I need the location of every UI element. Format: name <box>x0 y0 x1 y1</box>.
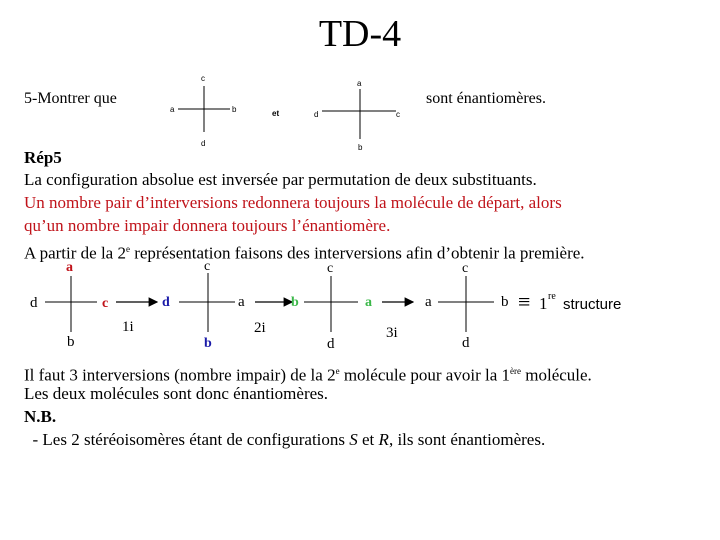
answer-line-2: Un nombre pair d’interversions redonnera toujours la molécule de départ, alors <box>24 193 562 212</box>
s3-bottom: d <box>327 336 335 352</box>
answer-line-1: La configuration absolue est inversée par permutation de deux substituants. <box>24 170 537 189</box>
step-1-label: 1i <box>122 319 134 335</box>
nb-note: - Les 2 stéréoisomères étant de configurations S et R, ils sont énantiomères. <box>24 430 546 449</box>
page-title: TD-4 <box>318 13 402 55</box>
scheme-molecule-3 <box>304 276 358 332</box>
s2-right: a <box>238 294 245 310</box>
equivalence-number: 1 <box>539 294 548 313</box>
s3-left: b <box>291 295 299 310</box>
s4-right: b <box>501 294 509 310</box>
m1-bottom: d <box>201 139 206 148</box>
s1-bottom: b <box>67 334 75 350</box>
s2-top: c <box>204 259 211 274</box>
scheme-molecule-2 <box>179 273 235 332</box>
s1-right: c <box>102 296 109 311</box>
m1-top: c <box>201 74 205 83</box>
step-3-label: 3i <box>386 325 398 341</box>
conclusion-line-2: Les deux molécules sont donc énantiomères. <box>24 384 329 403</box>
m1-right: b <box>232 105 237 114</box>
answer-heading: Rép5 <box>24 148 62 167</box>
m2-bottom: b <box>358 143 363 152</box>
conclusion-line-1: Il faut 3 interversions (nombre impair) de la 2e molécule pour avoir la 1ère molécule. <box>24 365 592 385</box>
connector-et: et <box>272 109 280 118</box>
question-prefix: 5-Montrer que <box>24 90 117 107</box>
s1-left: d <box>30 295 38 311</box>
nb-heading: N.B. <box>24 407 57 426</box>
m2-top: a <box>357 79 362 88</box>
scheme-molecule-1 <box>45 276 97 332</box>
equivalence-sign: ≡ <box>518 289 531 314</box>
s4-bottom: d <box>462 335 470 351</box>
s4-left: a <box>425 294 432 310</box>
answer-line-3: qu’un nombre impair donnera toujours l’énantiomère. <box>24 216 391 235</box>
m1-left: a <box>170 105 175 114</box>
answer-line-4: A partir de la 2e représentation faisons des interversions afin d’obtenir la première. <box>24 243 585 263</box>
m2-right: c <box>396 110 400 119</box>
s2-bottom: b <box>204 336 212 351</box>
s3-right: a <box>365 295 372 310</box>
question-suffix: sont énantiomères. <box>426 90 546 107</box>
s4-top: c <box>462 261 469 276</box>
m2-left: d <box>314 110 319 119</box>
s3-top: c <box>327 261 334 276</box>
equivalence-text: structure <box>563 296 622 313</box>
s2-left: d <box>162 295 170 310</box>
s1-top: a <box>66 260 73 275</box>
equivalence-sup: re <box>548 291 556 302</box>
step-2-label: 2i <box>254 320 266 336</box>
scheme-molecule-4 <box>438 276 494 332</box>
